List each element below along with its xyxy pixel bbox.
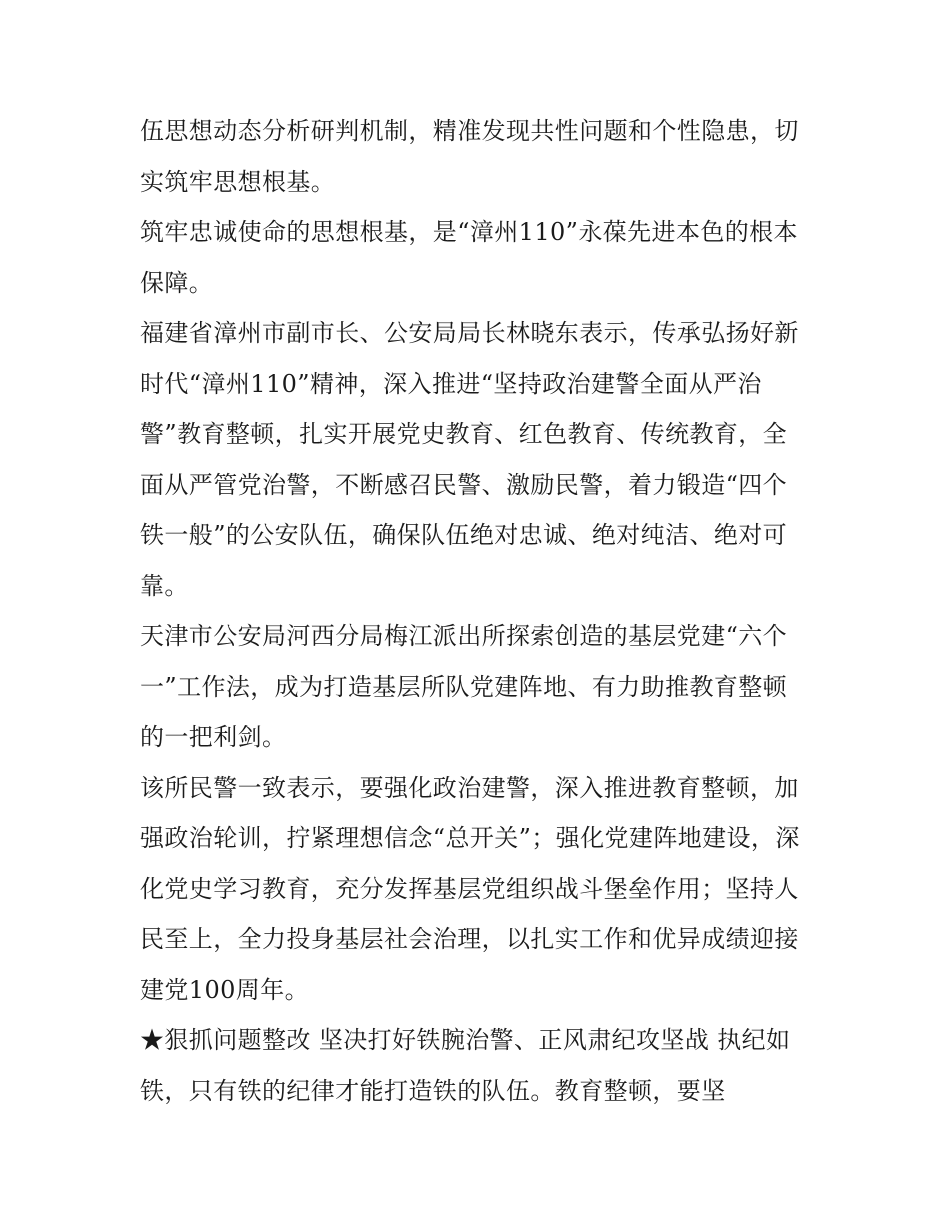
- text-line: 铁一般”的公安队伍，确保队伍绝对忠诚、绝对纯洁、绝对可: [140, 521, 788, 549]
- text-line: 伍思想动态分析研判机制，精准发现共性问题和个性隐患，切: [140, 117, 799, 145]
- text-line: 一”工作法，成为打造基层所队党建阵地、有力助推教育整顿: [140, 672, 788, 701]
- text-line: 该所民警一致表示，要强化政治建警，深入推进教育整顿，加: [140, 773, 799, 802]
- text-line: 民至上，全力投身基层社会治理，以扎实工作和优异成绩迎接: [140, 925, 799, 953]
- text-line: 铁，只有铁的纪律才能打造铁的队伍。教育整顿，要坚: [140, 1076, 726, 1105]
- text-line: 面从严管党治警，不断感召民警、激励民警，着力锻造“四个: [140, 470, 788, 499]
- text-line: 警”教育整顿，扎实开展党史教育、红色教育、传统教育，全: [140, 420, 788, 448]
- text-line: 保障。: [140, 268, 214, 297]
- text-line: 实筑牢思想根基。: [140, 167, 336, 196]
- text-line: 福建省漳州市副市长、公安局局长林晓东表示，传承弘扬好新: [140, 319, 799, 347]
- text-line: 天津市公安局河西分局梅江派出所探索创造的基层党建“六个: [140, 622, 788, 650]
- text-line: 的一把利剑。: [140, 723, 287, 751]
- text-line: 筑牢忠诚使命的思想根基，是“漳州110”永葆先进本色的根本: [140, 218, 798, 246]
- text-line: 强政治轮训，拧紧理想信念“总开关”；强化党建阵地建设，深: [140, 824, 800, 852]
- text-line: ★狠抓问题整改 坚决打好铁腕治警、正风肃纪攻坚战 执纪如: [140, 1026, 791, 1054]
- text-line: 建党100周年。: [140, 975, 310, 1004]
- document-body: [140, 106, 820, 1116]
- text-line: 靠。: [140, 571, 189, 600]
- text-line: 化党史学习教育，充分发挥基层党组织战斗堡垒作用；坚持人: [140, 874, 799, 903]
- text-line: 时代“漳州110”精神，深入推进“坚持政治建警全面从严治: [140, 369, 762, 398]
